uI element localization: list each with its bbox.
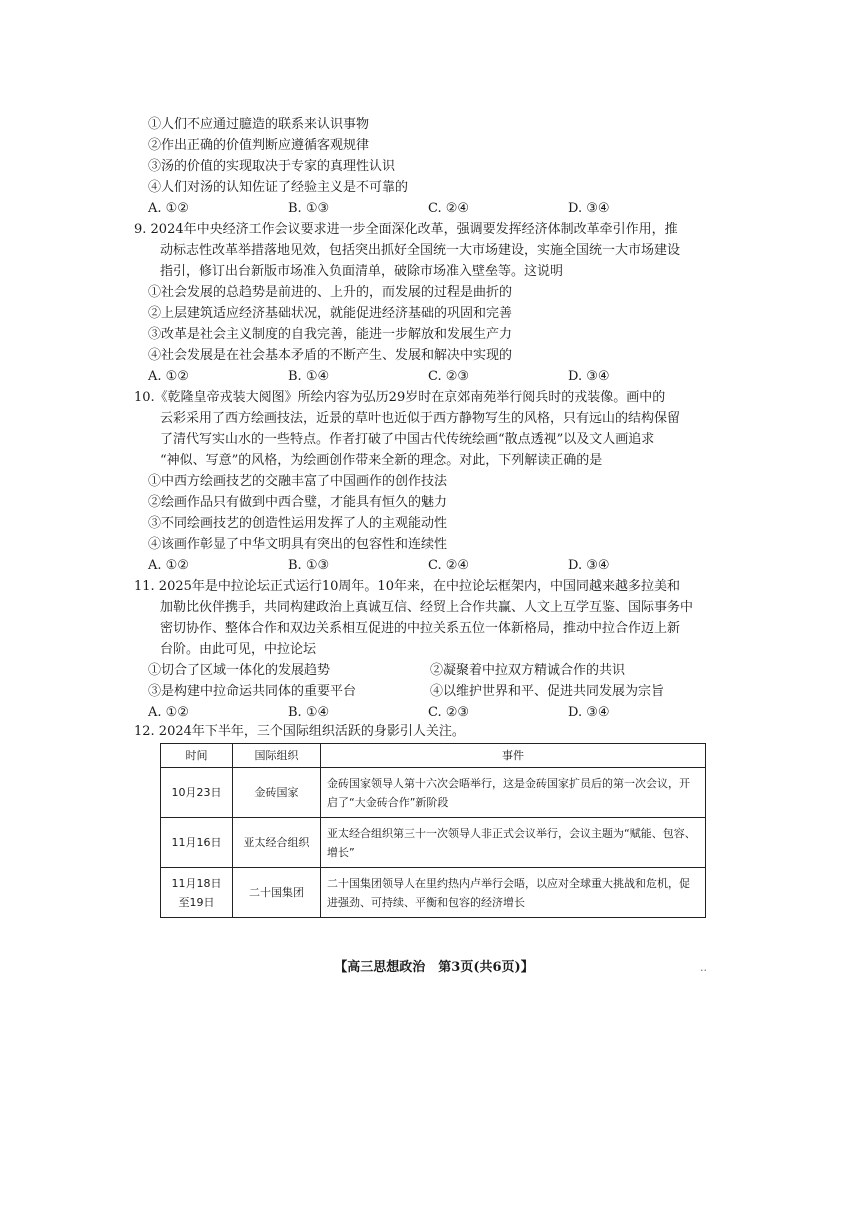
q8-item-3: ③汤的价值的实现取决于专家的真理性认识 [148,159,396,174]
cell-event: 金砖国家领导人第十六次会晤举行，这是金砖国家扩员后的第一次会议，开启了“大金砖合作”新阶段 [321,768,706,818]
q11-item-4: ④以维护世界和平、促进共同发展为宗旨 [430,684,665,699]
cell-event: 亚太经合组织第三十一次领导人非正式会议举行，会议主题为“赋能、包容、增长” [321,818,706,868]
q10-item-2: ②绘画作品只有做到中西合璧，才能具有恒久的魅力 [148,495,448,510]
q10-option-d: D. ③④ [568,558,610,573]
q10-stem-line: 了清代写实山水的一些特点。作者打破了中国古代传统绘画“散点透视”以及文人画追求 [160,432,655,447]
q10-option-a: A. ①② [148,558,189,573]
q8-option-d: D. ③④ [568,201,610,216]
q8-item-4: ④人们对汤的认知佐证了经验主义是不可靠的 [148,180,409,195]
q11-option-d: D. ③④ [568,705,610,720]
q9-option-d: D. ③④ [568,369,610,384]
header-time: 时间 [161,744,233,768]
q9-stem-line: 指引，修订出台新版市场准入负面清单，破除市场准入壁垒等。这说明 [160,264,564,279]
q9-option-c: C. ②③ [428,369,470,384]
q8-option-b: B. ①③ [288,201,330,216]
q10-stem-line: 云彩采用了西方绘画技法，近景的草叶也近似于西方静物写生的风格，只有远山的结构保留 [160,411,681,426]
header-organization: 国际组织 [233,744,321,768]
q9-option-b: B. ①④ [288,369,330,384]
q11-item-3: ③是构建中拉命运共同体的重要平台 [148,684,357,699]
corner-mark: .. [700,961,707,974]
table-header-row [161,744,706,768]
q9-item-2: ②上层建筑适应经济基础状况，就能促进经济基础的巩固和完善 [148,306,513,321]
header-event: 事件 [321,744,706,768]
cell-time: 11月18日至19日 [161,868,233,918]
table-row [161,818,706,868]
events-table [160,743,706,918]
table-row [161,768,706,818]
q11-stem-line: 加勒比伙伴携手，共同构建政治上真诚互信、经贸上合作共赢、人文上互学互鉴、国际事务中 [160,600,694,615]
q9-item-3: ③改革是社会主义制度的自我完善，能进一步解放和发展生产力 [148,327,513,342]
cell-time: 10月23日 [161,768,233,818]
q10-item-3: ③不同绘画技艺的创造性运用发挥了人的主观能动性 [148,516,448,531]
q11-item-2: ②凝聚着中拉双方精诚合作的共识 [430,663,626,678]
q9-stem-line: 动标志性改革举措落地见效，包括突出抓好全国统一大市场建设，实施全国统一大市场建设 [160,243,681,258]
cell-event: 二十国集团领导人在里约热内卢举行会晤，以应对全球重大挑战和危机，促进强劲、可持续、平衡和包容的经济增长 [321,868,706,918]
q10-item-4: ④该画作彰显了中华文明具有突出的包容性和连续性 [148,537,448,552]
q8-option-c: C. ②④ [428,201,470,216]
q9-option-a: A. ①② [148,369,189,384]
q11-option-b: B. ①④ [288,705,330,720]
q8-item-1: ①人们不应通过臆造的联系来认识事物 [148,117,370,132]
q8-item-2: ②作出正确的价值判断应遵循客观规律 [148,138,370,153]
q9-item-4: ④社会发展是在社会基本矛盾的不断产生、发展和解决中实现的 [148,348,513,363]
q11-option-c: C. ②③ [428,705,470,720]
cell-time: 11月16日 [161,818,233,868]
q11-option-a: A. ①② [148,705,189,720]
q10-option-c: C. ②④ [428,558,470,573]
q11-stem-line: 密切协作、整体合作和双边关系相互促进的中拉关系五位一体新格局，推动中拉合作迈上新 [160,621,681,636]
q11-stem-line: 11. 2025年是中拉论坛正式运行10周年。10年来，在中拉论坛框架内，中国同越来越多拉美和 [134,579,680,594]
q9-stem-line: 9. 2024年中央经济工作会议要求进一步全面深化改革，强调要发挥经济体制改革牵引作用，推 [134,222,678,237]
cell-organization: 金砖国家 [233,768,321,818]
q10-item-1: ①中西方绘画技艺的交融丰富了中国画作的创作技法 [148,474,448,489]
q11-item-1: ①切合了区域一体化的发展趋势 [148,663,331,678]
table-row [161,868,706,918]
q10-stem-line: 10.《乾隆皇帝戎装大阅图》所绘内容为弘历29岁时在京郊南苑举行阅兵时的戎装像。画中的 [134,390,666,405]
q9-item-1: ①社会发展的总趋势是前进的、上升的，而发展的过程是曲折的 [148,285,513,300]
q8-option-a: A. ①② [148,201,189,216]
q11-stem-line: 台阶。由此可见，中拉论坛 [160,642,317,657]
q10-stem-line: “神似、写意”的风格，为绘画创作带来全新的理念。对此，下列解读正确的是 [160,453,603,468]
cell-organization: 二十国集团 [233,868,321,918]
q10-option-b: B. ①③ [288,558,330,573]
cell-organization: 亚太经合组织 [233,818,321,868]
page-footer: 【高三思想政治 第3页(共6页)】 [334,960,534,975]
q12-stem: 12. 2024年下半年，三个国际组织活跃的身影引人关注。 [134,724,465,739]
